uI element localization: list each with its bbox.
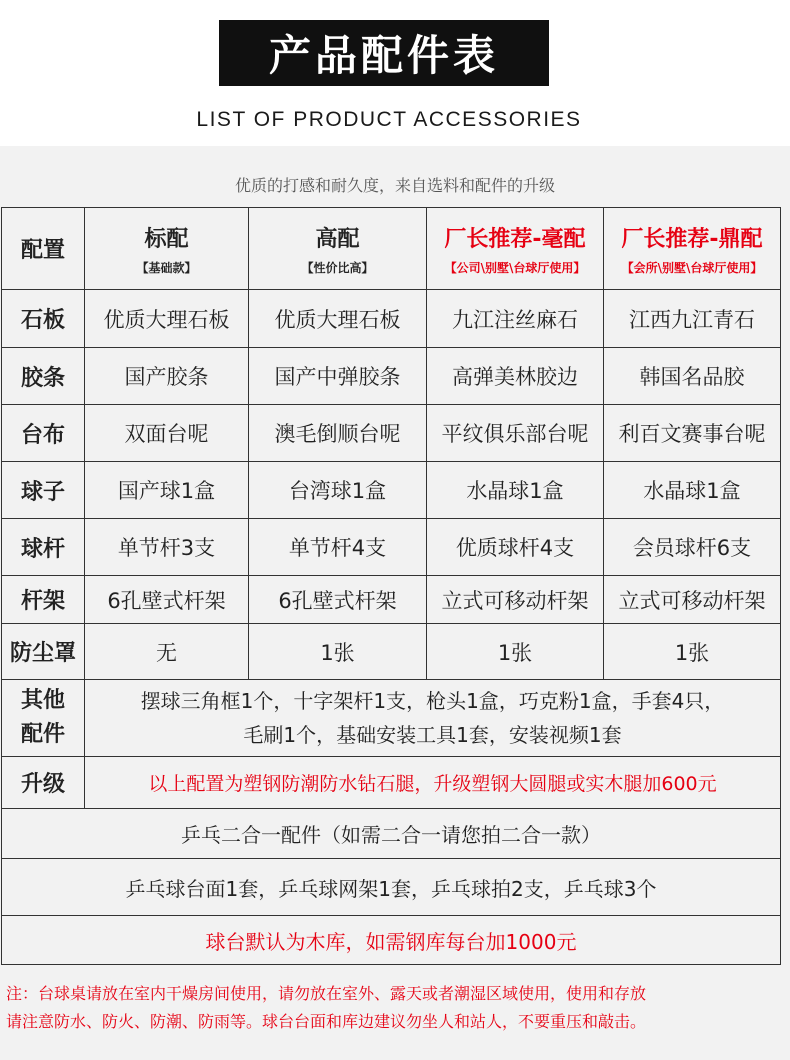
pingpong-title-row [2, 809, 781, 859]
header-label: 配置 [2, 208, 85, 290]
table-cell: 高弹美林胶边 [427, 348, 604, 405]
table-cell: 6孔壁式杆架 [249, 576, 427, 624]
table-cell: 单节杆4支 [249, 519, 427, 576]
table-cell: 九江注丝麻石 [427, 290, 604, 348]
page-title: 产品配件表 [219, 20, 549, 86]
table-cell: 立式可移动杆架 [427, 576, 604, 624]
table-cell: 国产球1盒 [85, 462, 249, 519]
table-cell: 1张 [604, 624, 781, 680]
column-header [427, 208, 604, 290]
table-cell: 优质大理石板 [85, 290, 249, 348]
row-label: 杆架 [2, 576, 85, 624]
column-name: 厂长推荐-毫配 [444, 226, 586, 252]
pingpong-items: 乒乓球台面1套，乒乓球网架1套，乒乓球拍2支，乒乓球3个 [2, 859, 781, 916]
pingpong-items-row [2, 859, 781, 916]
header-area [0, 0, 790, 146]
table-cell: 韩国名品胶 [604, 348, 781, 405]
upgrade-cell: 以上配置为塑钢防潮防水钻石腿，升级塑钢大圆腿或实木腿加600元 [85, 757, 781, 809]
row-label-line: 配件 [20, 722, 65, 747]
table-cell: 水晶球1盒 [427, 462, 604, 519]
column-header [604, 208, 781, 290]
table-row [2, 519, 781, 576]
row-label: 升级 [2, 757, 85, 809]
other-accessories-cell [85, 680, 781, 757]
table-cell: 水晶球1盒 [604, 462, 781, 519]
table-cell: 立式可移动杆架 [604, 576, 781, 624]
column-header [249, 208, 427, 290]
table-cell: 会员球杆6支 [604, 519, 781, 576]
table-cell: 国产胶条 [85, 348, 249, 405]
footer-note [6, 980, 784, 1036]
table-cell: 澳毛倒顺台呢 [249, 405, 427, 462]
default-note-row [2, 916, 781, 965]
table-cell: 台湾球1盒 [249, 462, 427, 519]
table-row [2, 290, 781, 348]
row-label: 防尘罩 [2, 624, 85, 680]
table-header-row [2, 208, 781, 290]
table-cell: 1张 [249, 624, 427, 680]
table-row [2, 624, 781, 680]
row-label: 石板 [2, 290, 85, 348]
row-label [2, 680, 85, 757]
column-subtitle: 【公司\别墅\台球厅使用】 [444, 260, 586, 275]
page-subtitle: LIST OF PRODUCT ACCESSORIES [196, 108, 582, 131]
table-cell: 江西九江青石 [604, 290, 781, 348]
table-cell: 6孔壁式杆架 [85, 576, 249, 624]
table-cell: 优质球杆4支 [427, 519, 604, 576]
footer-note-line: 注：台球桌请放在室内干燥房间使用，请勿放在室外、露天或者潮湿区域使用，使用和存放 [6, 984, 647, 1003]
row-label: 球子 [2, 462, 85, 519]
accessories-table [1, 207, 781, 965]
table-row [2, 405, 781, 462]
table-row [2, 576, 781, 624]
column-subtitle: 【会所\别墅\台球厅使用】 [621, 260, 763, 275]
row-label: 台布 [2, 405, 85, 462]
other-accessories-line: 毛刷1个，基础安装工具1套，安装视频1套 [243, 723, 622, 747]
tagline: 优质的打感和耐久度，来自选料和配件的升级 [234, 176, 555, 195]
column-name: 高配 [315, 226, 360, 252]
pingpong-title: 乒乓二合一配件（如需二合一请您拍二合一款） [2, 809, 781, 859]
table-cell: 优质大理石板 [249, 290, 427, 348]
table-cell: 国产中弹胶条 [249, 348, 427, 405]
upgrade-row [2, 757, 781, 809]
footer-note-line: 请注意防水、防火、防潮、防雨等。球台台面和库边建议勿坐人和站人，不要重压和敲击。 [6, 1012, 647, 1031]
table-cell: 双面台呢 [85, 405, 249, 462]
default-note: 球台默认为木库，如需钢库每台加1000元 [2, 916, 781, 965]
column-subtitle: 【性价比高】 [301, 260, 374, 275]
row-label: 球杆 [2, 519, 85, 576]
row-label-line: 其他 [20, 688, 65, 713]
table-row [2, 348, 781, 405]
other-accessories-line: 摆球三角框1个，十字架杆1支，枪头1盒，巧克粉1盒，手套4只， [140, 689, 725, 713]
column-name: 厂长推荐-鼎配 [621, 226, 763, 252]
table-cell: 1张 [427, 624, 604, 680]
other-accessories-row [2, 680, 781, 757]
table-cell: 利百文赛事台呢 [604, 405, 781, 462]
column-header [85, 208, 249, 290]
table-cell: 平纹俱乐部台呢 [427, 405, 604, 462]
table-cell: 单节杆3支 [85, 519, 249, 576]
column-subtitle: 【基础款】 [136, 260, 197, 275]
column-name: 标配 [144, 226, 189, 252]
row-label: 胶条 [2, 348, 85, 405]
table-cell: 无 [85, 624, 249, 680]
table-row [2, 462, 781, 519]
